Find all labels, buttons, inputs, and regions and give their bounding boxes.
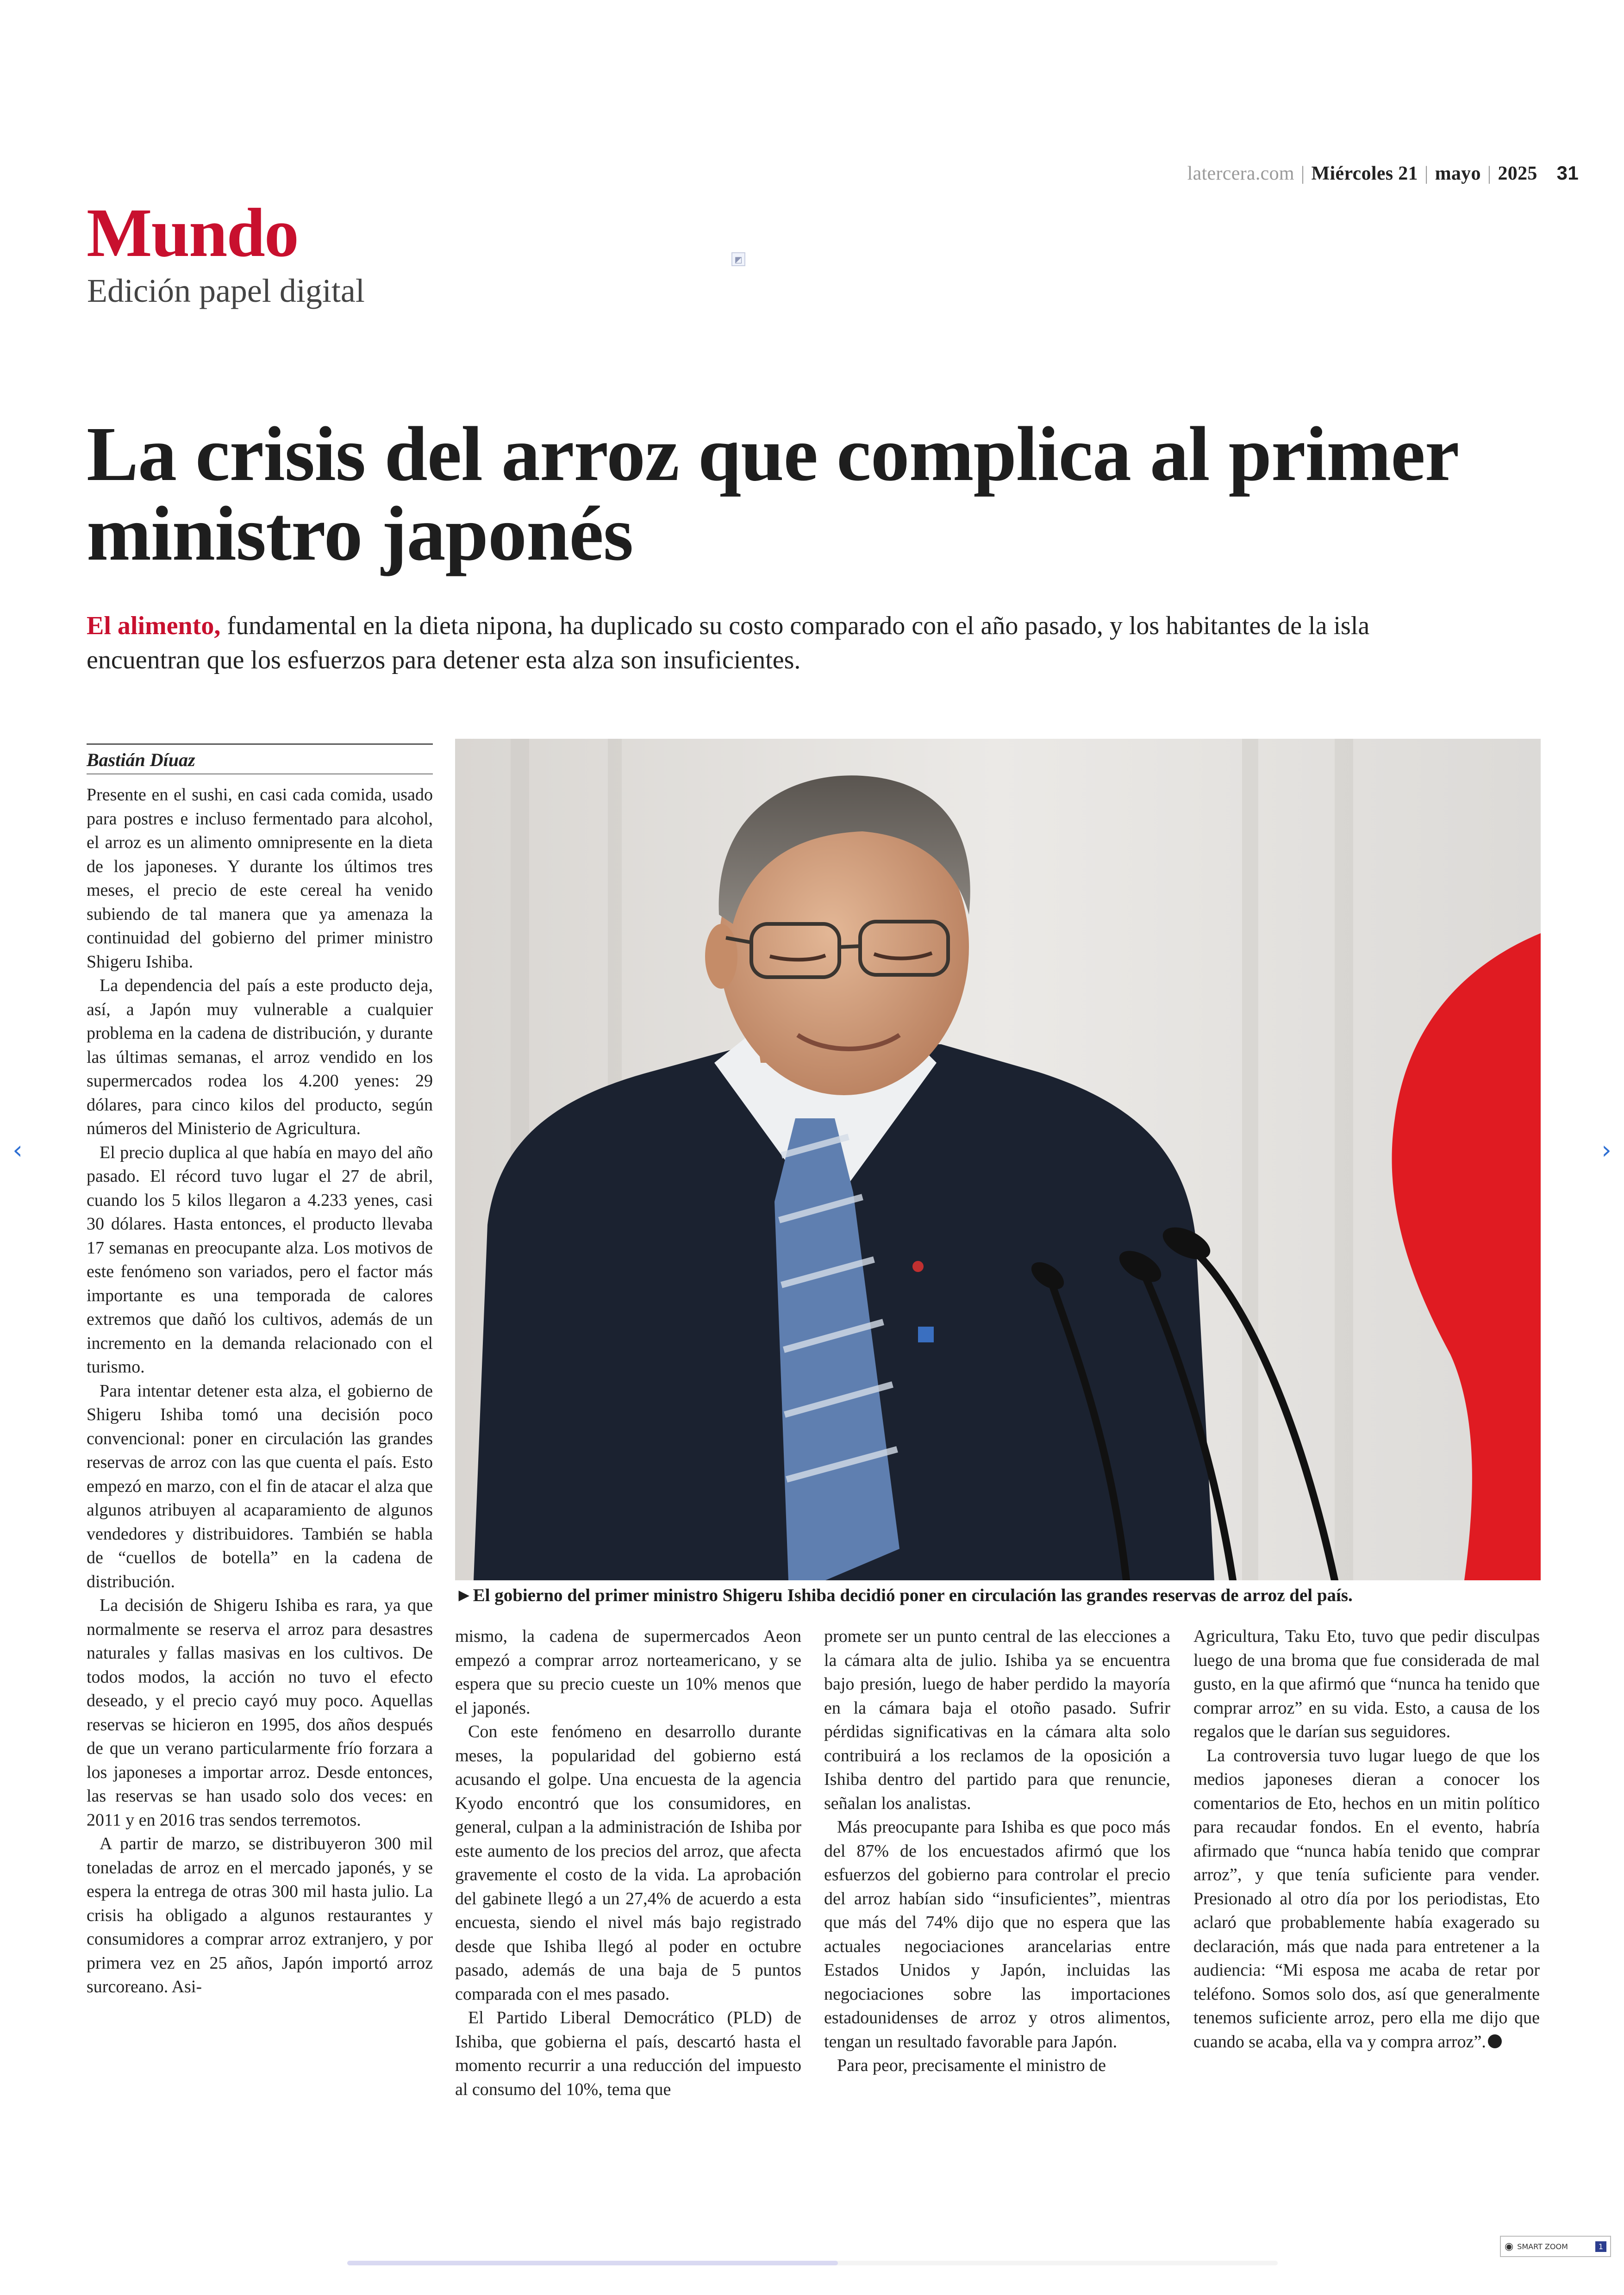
smart-zoom-button[interactable] [1500, 2236, 1611, 2257]
paragraph: Más preocupante para Ishiba es que poco más del 87% de los encuestados afirmó que los esfuerzos del gobierno para controlar el precio del arroz habían sido “insuficientes”, mientras que más del 74% dijo que no espera que las actuales negociaciones arancelarias entre Estados Unidos y Japón, incluidas las negociaciones sobre las importaciones estadounidenses de arroz y otros alimentos, tengan un resultado favorable para Japón. [824, 1817, 1170, 2052]
paragraph: Presente en el sushi, en casi cada comida, usado para postres e incluso fermentado para alcohol, el arroz es un alimento omnipresente en la dieta de los japoneses. Y durante los últimos tres meses, el precio de este cereal ha venido subiendo de tal manera que ya amenaza la continuidad del gobierno del primer ministro Shigeru Ishiba. [87, 785, 433, 972]
article-column-3 [824, 1625, 1170, 2078]
paragraph: La dependencia del país a este producto deja, así, a Japón muy vulnerable a cualquier problema en la cadena de distribución, y durante las últimas semanas, el arroz vendido en los supermercados rodea los 4.200 yenes: 29 dólares, para cinco kilos del producto, según números del Ministerio de Agricultura. [87, 976, 433, 1138]
paragraph: A partir de marzo, se distribuyeron 300 mil toneladas de arroz en el mercado japonés, y se espera la entrega de otras 300 mil hasta julio. La crisis ha obligado a algunos restaurantes y consumidores a comprar arroz extranjero, y por primera vez en 25 años, Japón importó arroz surcoreano. Asi- [87, 1834, 433, 1996]
page-number: 31 [1556, 162, 1579, 184]
smart-zoom-page: 1 [1595, 2241, 1606, 2252]
paragraph [1193, 1744, 1540, 2054]
article-lead [87, 609, 1383, 677]
article-column-1 [87, 783, 433, 1999]
section-title: Mundo [87, 194, 298, 271]
end-mark-icon [1488, 2034, 1502, 2048]
next-page-chevron-icon[interactable]: › [1601, 1135, 1612, 1165]
paragraph: El Partido Liberal Democrático (PLD) de Ishiba, que gobierna el país, descartó hasta el momento recurrir a una reducción del impuesto al consumo del 10%, tema que [455, 2008, 801, 2099]
previous-page-chevron-icon[interactable]: ‹ [12, 1135, 23, 1165]
paragraph: mismo, la cadena de supermercados Aeon empezó a comprar arroz norteamericano, y se espera que su precio cueste un 10% menos que el japonés. [455, 1627, 801, 1718]
separator: | [1300, 163, 1305, 184]
article-column-4 [1193, 1625, 1540, 2054]
paragraph: Con este fenómeno en desarrollo durante meses, la popularidad del gobierno está acusando el golpe. Una encuesta de la agencia Kyodo encontró que los consumidores, en general, culpan a la administración de Ishiba por este aumento de los precios del arroz, que afecta gravemente el costo de la vida. La aprobación del gabinete llegó a un 27,4% de acuerdo a esta encuesta, siendo el nivel más bajo registrado desde que Ishiba llegó al poder en octubre pasado, además de una baja de 5 puntos comparada con el mes pasado. [455, 1722, 801, 2004]
paragraph: La decisión de Shigeru Ishiba es rara, ya que normalmente se reserva el arroz para desastres naturales y fallas masivas en los cultivos. De todos modos, la acción no tuvo el efecto deseado, y el precio cayó muy poco. Aquellas reservas se hicieron en 1995, dos años después de que un verano particularmente frío forzara a los japoneses a importar arroz. Desde entonces, las reservas se han usado solo dos veces: en 2011 y en 2016 tras sendos terremotos. [87, 1596, 433, 1830]
separator: | [1424, 163, 1429, 184]
prime-minister-photo [455, 739, 1541, 1580]
header-dateline [1187, 162, 1579, 185]
byline: Bastián Díuaz [87, 749, 195, 770]
page-scrollbar-thumb[interactable] [347, 2261, 838, 2265]
edition-subtitle: Edición papel digital [87, 272, 365, 309]
article-column-2 [455, 1625, 801, 2102]
byline-divider [87, 773, 433, 774]
site-name: latercera.com [1187, 163, 1294, 184]
article-photo [455, 739, 1541, 1580]
page-marker-icon[interactable]: ◩ [731, 252, 745, 266]
paragraph: Agricultura, Taku Eto, tuvo que pedir disculpas luego de una broma que fue considerada de mal gusto, en la que afirmó que “nunca ha tenido que comprar arroz” en su vida. Esto, a causa de los regalos que le darían sus seguidores. [1193, 1627, 1540, 1741]
lead-text: fundamental en la dieta nipona, ha duplicado su costo comparado con el año pasado, y los habitantes de la isla encuentran que los esfuerzos para detener esta alza son insuficientes. [87, 611, 1370, 674]
paragraph-text: La controversia tuvo lugar luego de que los medios japoneses dieran a conocer los comentarios de Eto, hechos en un mitin político para recaudar fondos. En el evento, habría afirmado que “nunca había tenido que comprar arroz”, y que tenía suficiente para vender. Presionado al otro día por los periodistas, Eto aclaró que probablemente había exagerado su declaración, más que nada para entretener a la audiencia: “Mi esposa me acaba de retar por teléfono. Somos solo dos, así que generalmente tenemos suficiente arroz, pero ella me dijo que cuando se acaba, ella va y compra arroz”. [1193, 1746, 1540, 2052]
byline-divider [87, 743, 433, 745]
weekday: Miércoles 21 [1311, 163, 1418, 184]
paragraph: Para peor, precisamente el ministro de [837, 2056, 1106, 2075]
smart-zoom-label: SMART ZOOM [1517, 2242, 1568, 2251]
photo-caption: ►El gobierno del primer ministro Shigeru Ishiba decidió poner en circulación las grandes reservas de arroz del país. [455, 1585, 1353, 1605]
article-headline: La crisis del arroz que complica al primer ministro japonés [87, 411, 1458, 577]
year: 2025 [1498, 163, 1537, 184]
eye-icon: ◉ [1505, 2240, 1514, 2252]
separator: | [1487, 163, 1492, 184]
paragraph: Para intentar detener esta alza, el gobierno de Shigeru Ishiba tomó una decisión poco convencional: poner en circulación las grandes reservas de arroz con las que cuenta el país. Esto empezó en marzo, con el fin de atacar el alza que algunos atribuyen al acaparamiento de algunos vendedores y distribuidores. También se habla de “cuellos de botella” en la cadena de distribución. [87, 1381, 433, 1591]
paragraph: El precio duplica al que había en mayo del año pasado. El récord tuvo lugar el 27 de abril, cuando los 5 kilos llegaron a 4.233 yenes, casi 30 dólares. Hasta entonces, el producto llevaba 17 semanas en preocupante alza. Los motivos de este fenómeno son variados, pero el factor más importante es una temporada de calores extremos que dañó los cultivos, además de un incremento en la demanda relacionado con el turismo. [87, 1142, 433, 1377]
month: mayo [1435, 163, 1481, 184]
lead-highlight: El alimento, [87, 611, 221, 640]
paragraph: promete ser un punto central de las elecciones a la cámara alta de julio. Ishiba ya se encuentra bajo presión, luego de haber perdido la mayoría en la cámara baja el otoño pasado. Sufrir pérdidas significativas en la cámara alta solo contribuirá a los reclamos de la oposición a Ishiba dentro del partido para que renuncie, señalan los analistas. [824, 1627, 1170, 1813]
